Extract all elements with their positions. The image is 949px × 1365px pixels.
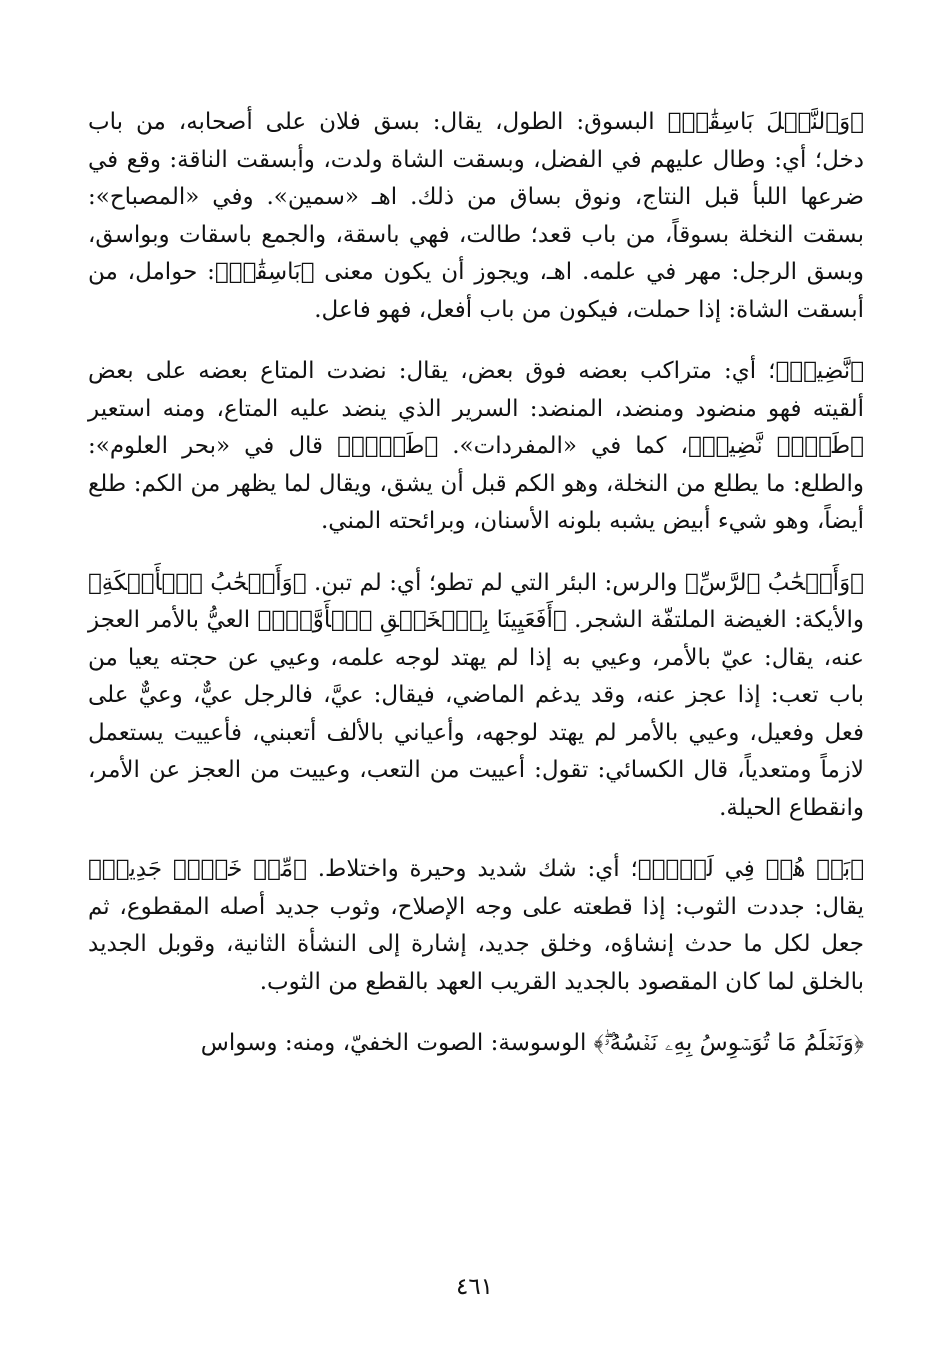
- quran-quote: ﴿وَٱلنَّخۡلَ بَاسِقَٰتٖ﴾: [667, 109, 864, 135]
- paragraph-4: [88, 851, 864, 1001]
- paragraph-text: ؛ أي: متراكب بعضه فوق بعض، يقال: نضدت المتاع بعضه على بعض ألقيته فهو منضود ومنضد، المنضد: السرير الذي ينضد عليه المتاع، ومنه استعير ﴿طَلۡعٞ نَّضِيدٞ﴾، كما في «المفردات». ﴿طَلۡعٞ﴾ قال في «بحر العلوم»: والطلع: ما يطلع من النخلة، وهو الكم قبل أن يشق، ويقال لما يظهر من الكم: طلع أيضاً، وهو شيء أبيض يشبه بلونه الأسنان، وبرائحته المني.: [88, 358, 864, 534]
- quran-quote: ﴿نَّضِيدٞ﴾: [775, 358, 864, 384]
- quran-quote: ﴿بَلۡ هُمۡ فِي لَبۡسٖ﴾: [637, 856, 864, 882]
- paragraph-text: والرس: البئر التي لم تطو؛ أي: لم تبن. ﴿وَأَصۡحَٰبُ ٱلۡأَيۡكَةِ﴾ والأيكة: الغيضة الملتفّة الشجر. ﴿أَفَعَيِينَا بِٱلۡخَلۡقِ ٱلۡأَوَّلِۚ﴾ العيُّ بالأمر العجز عنه، يقال: عيّ بالأمر، وعيي به إذا لم يهتد لوجه علمه، وعيي عن حجته يعيا من باب تعب: إذا عجز عنه، وقد يدغم الماضي، فيقال: عيَّ، فالرجل عيٌّ، وعيٌّ على فعل وفعيل، وعيي بالأمر لم يهتد لوجهه، وأعياني بالألف أتعبني، فأعييت يستعمل لازماً ومتعدياً، قال الكسائي: تقول: أعييت من التعب، وعييت من العجز عن الأمر، وانقطاع الحيلة.: [88, 569, 864, 821]
- paragraph-text: ؛ أي: شك شديد وحيرة واختلاط. ﴿مِّنۡ خَلۡقٖ جَدِيدٖ﴾ يقال: جددت الثوب: إذا قطعته على وجه الإصلاح، وثوب جديد أصله المقطوع، ثم جعل لكل ما حدث إنشاؤه، وخلق جديد، إشارة إلى النشأة الثانية، وقوبل الجديد بالخلق لما كان المقصود بالجديد القريب العهد بالقطع من الثوب.: [88, 856, 864, 995]
- paragraph-text: الوسوسة: الصوت الخفيّ، ومنه: وسواس: [200, 1030, 594, 1056]
- paragraph-3: [88, 565, 864, 828]
- page-body: [88, 104, 864, 1063]
- page-number: ٤٦١: [455, 1274, 494, 1300]
- quran-quote: ﴿وَأَصۡحَٰبُ ٱلرَّسِّ﴾: [684, 569, 864, 596]
- paragraph-1: [88, 104, 864, 329]
- quran-quote: ﴿وَنَعۡلَمُ مَا تُوَسۡوِسُ بِهِۦ نَفۡسُهُۥۖ﴾: [593, 1030, 864, 1056]
- paragraph-5: [88, 1025, 864, 1063]
- paragraph-2: [88, 353, 864, 541]
- paragraph-text: البسوق: الطول، يقال: بسق فلان على أصحابه، من باب دخل؛ أي: وطال عليهم في الفضل، وبسقت الشاة ولدت، وأبسقت الناقة: وقع في ضرعها اللبأ قبل النتاج، ونوق بساق من ذلك. اهـ «سمين». وفي «المصباح»: بسقت النخلة بسوقاً، من باب قعد؛ طالت، فهي باسقة، والجمع باسقات وبواسق، وبسق الرجل: مهر في علمه. اهـ، ويجوز أن يكون معنى ﴿بَاسِقَٰتٖ﴾: حوامل، من أبسقت الشاة: إذا حملت، فيكون من باب أفعل، فهو فاعل.: [88, 109, 864, 323]
